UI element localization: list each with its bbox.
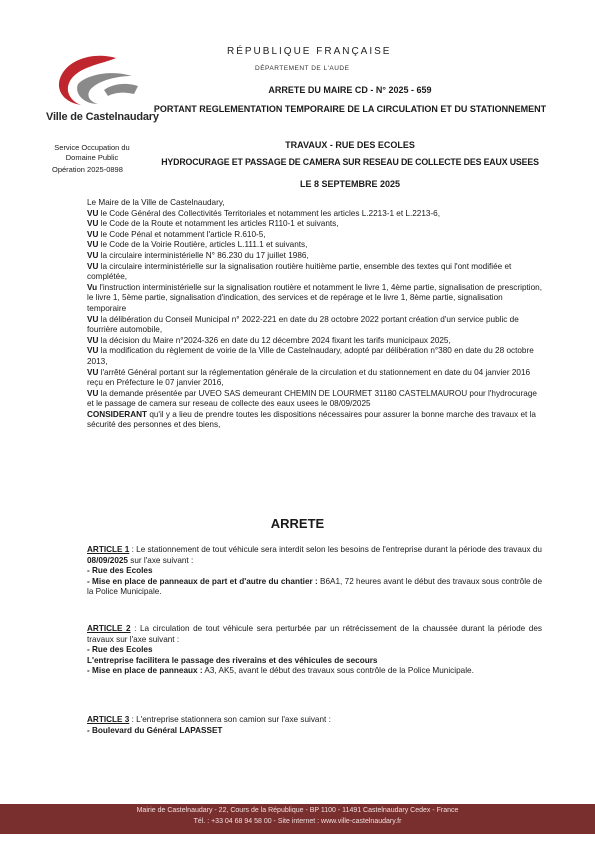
article-1-text-a: : Le stationnement de tout véhicule sera interdit selon les besoins de l'entreprise durant la période des travaux du <box>129 545 542 554</box>
visa-item <box>87 346 542 367</box>
article-2-street: - Rue des Ecoles <box>87 645 153 655</box>
visa-item <box>87 283 542 315</box>
visa-text: le Code de la Voirie Routière, articles L.111.1 et suivants, <box>98 240 308 250</box>
preamble <box>87 198 542 431</box>
visa-text: la circulaire interministérielle N° 86.230 du 17 juillet 1986, <box>98 250 309 260</box>
article-1-street: - Rue des Ecoles <box>87 566 153 576</box>
visa-keyword: VU <box>87 250 99 260</box>
visa-keyword: Vu <box>87 282 98 292</box>
article-1-panels-text: B6A1, 72 heures avant le début des travaux sous contrôle de la Police Municipale. <box>87 576 542 597</box>
article-3-text: : L'entreprise stationnera son camion sur l'axe suivant : <box>129 715 331 724</box>
visa-item <box>87 209 542 220</box>
visa-item <box>87 230 542 241</box>
works-description: HYDROCURAGE ET PASSAGE DE CAMERA SUR RESEAU DE COLLECTE DES EAUX USEES <box>161 157 539 167</box>
footer-contact: Tél. : +33 04 68 94 58 00 - Site internet : www.ville-castelnaudary.fr <box>193 818 402 825</box>
visa-item <box>87 315 542 336</box>
visa-keyword: CONSIDERANT <box>87 409 148 419</box>
visa-item <box>87 336 542 347</box>
article-1 <box>87 545 542 598</box>
republique-heading: RÉPUBLIQUE FRANÇAISE <box>227 46 392 57</box>
visa-text: l'instruction interministérielle sur la signalisation routière et notamment le livre 1, 4ème partie, signalisation de prescription, le livre 1, 5ème partie, signalisation d'indication, des services et de repérage et le livre 1, 8ème partie, signalisation temporaire <box>87 282 542 313</box>
visa-text: la délibération du Conseil Municipal n° 2022-221 en date du 28 octobre 2022 portant création d'un service public de fourrière automobile, <box>87 314 519 335</box>
arrete-subject: PORTANT REGLEMENTATION TEMPORAIRE DE LA CIRCULATION ET DU STATIONNEMENT <box>153 104 547 114</box>
article-3-label: ARTICLE 3 <box>87 715 130 724</box>
visa-item <box>87 368 542 389</box>
mayor-intro: Le Maire de la Ville de Castelnaudary, <box>87 198 225 207</box>
visa-item <box>87 262 542 283</box>
works-location: TRAVAUX - RUE DES ECOLES <box>285 140 415 150</box>
visa-keyword: VU <box>87 261 99 271</box>
article-3-street: - Boulevard du Général LAPASSET <box>87 725 223 735</box>
visa-keyword: VU <box>87 240 99 250</box>
article-1-panels-label: - Mise en place de panneaux de part et d'autre du chantier : <box>87 576 318 586</box>
works-date: LE 8 SEPTEMBRE 2025 <box>299 179 401 189</box>
departement-heading: DÉPARTEMENT DE L'AUDE <box>255 65 350 72</box>
visa-item <box>87 219 542 230</box>
visas-list <box>87 209 542 431</box>
visa-keyword: VU <box>87 335 99 345</box>
visa-text: l'arrêté Général portant sur la réglementation générale de la circulation et du stationnement en date du 04 janvier 2016 reçu en Préfecture le 07 janvier 2016, <box>87 367 531 388</box>
visa-keyword: VU <box>87 314 99 324</box>
service-label: Service Occupation du Domaine Public <box>54 143 130 162</box>
visa-item <box>87 240 542 251</box>
article-1-date: 08/09/2025 <box>87 555 128 565</box>
visa-keyword: VU <box>87 219 99 229</box>
article-2-panels-text: A3, AK5, avant le début des travaux sous contrôle de la Police Municipale. <box>202 666 474 676</box>
city-name: Ville de Castelnaudary <box>46 111 159 123</box>
article-2 <box>87 624 542 677</box>
visa-keyword: VU <box>87 367 99 377</box>
article-2-panels-label: - Mise en place de panneaux : <box>87 666 203 676</box>
visa-text: le Code Pénal et notamment l'article R.610-5, <box>98 229 266 239</box>
visa-item <box>87 389 542 410</box>
visa-item <box>87 410 542 431</box>
article-1-label: ARTICLE 1 <box>87 545 130 554</box>
visa-keyword: VU <box>87 388 99 398</box>
footer-address: Mairie de Castelnaudary - 22, Cours de la République - BP 1100 - 11491 Castelnaudary Cedex - France <box>136 807 459 814</box>
visa-text: qu'il y a lieu de prendre toutes les dispositions nécessaires pour assurer la bonne marche des travaux et la sécurité des personnes et des biens, <box>87 409 536 430</box>
article-3 <box>87 715 542 736</box>
visa-text: le Code Général des Collectivités Territoriales et notamment les articles L.2213-1 et L.2213-6, <box>98 208 440 218</box>
article-2-label: ARTICLE 2 <box>87 624 131 633</box>
visa-text: la circulaire interministérielle sur la signalisation routière huitième partie, ensemble des textes qui l'ont modifiée et complétée, <box>87 261 512 282</box>
visa-keyword: VU <box>87 229 99 239</box>
article-2-passage: L'entreprise facilitera le passage des riverains et des véhicules de secours <box>87 655 378 665</box>
visa-text: le Code de la Route et notamment les articles R110-1 et suivants, <box>98 219 339 229</box>
article-1-text-b: sur l'axe suivant : <box>127 555 194 565</box>
visa-keyword: VU <box>87 208 99 218</box>
arrete-number: ARRETE DU MAIRE CD - N° 2025 - 659 <box>268 85 432 95</box>
visa-item <box>87 251 542 262</box>
visa-text: la décision du Maire n°2024-326 en date du 12 décembre 2024 fixant les tarifs municipaux 2025, <box>98 335 451 345</box>
visa-keyword: VU <box>87 346 99 356</box>
article-2-text: : La circulation de tout véhicule sera perturbée par un rétrécissement de la chaussée durant la période des travaux sur l'axe suivant : <box>87 624 542 644</box>
visa-text: la modification du règlement de voirie de la Ville de Castelnaudary, adopté par délibération n°380 en date du 28 octobre 2013, <box>87 346 534 366</box>
arrete-heading: ARRETE <box>270 516 325 531</box>
operation-number: Opération 2025-0898 <box>52 165 123 174</box>
visa-text: la demande présentée par UVEO SAS demeurant CHEMIN DE LOURMET 31180 CASTELMAUROU pour l'hydrocurage et le passage de camera sur reseau de collecte des eaux usees le 08/09/2025 <box>87 388 537 409</box>
